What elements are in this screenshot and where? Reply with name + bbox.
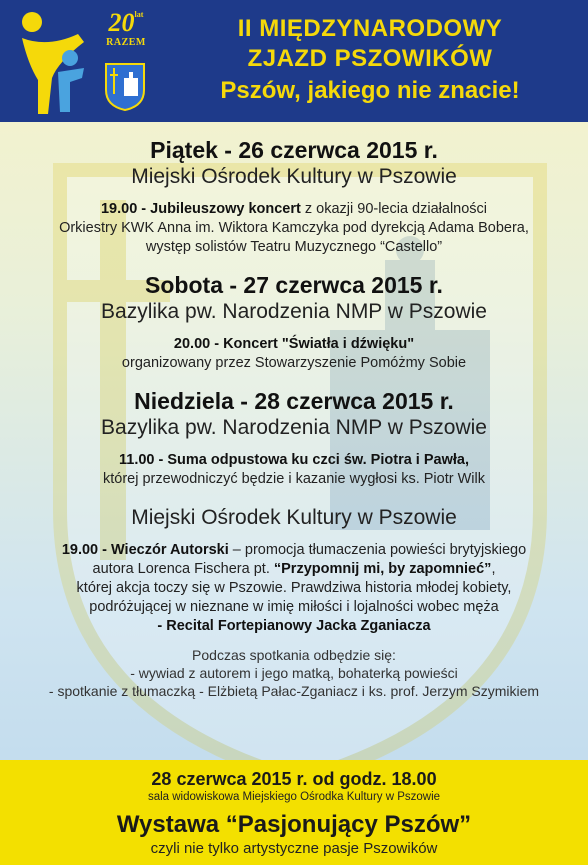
sunday-date: Niedziela - 28 czerwca 2015 r. bbox=[134, 388, 454, 414]
evening-line-3: której akcja toczy się w Pszowie. Prawdziwa historia młodej kobiety, bbox=[76, 580, 512, 596]
title-line-1: II MIĘDZYNARODOWY bbox=[237, 15, 503, 42]
sunday-event-title: 11.00 - Suma odpustowa ku czci św. Piotra i Pawła, bbox=[119, 452, 469, 468]
meeting-intro: Podczas spotkania odbędzie się: bbox=[192, 647, 396, 663]
evening-desc: – promocja tłumaczenia powieści brytyjskiego bbox=[228, 542, 527, 558]
header-title bbox=[160, 14, 580, 108]
meeting-item-2: - spotkanie z tłumaczką - Elżbietą Pałac-Zganiacz i ks. prof. Jerzym Szymikiem bbox=[48, 683, 540, 699]
evening-author: autora Lorenca Fischera pt. bbox=[92, 561, 274, 577]
friday-event-line-3: występ solistów Teatru Muzycznego “Castello” bbox=[145, 239, 443, 255]
evening-line-5 bbox=[0, 617, 588, 636]
footer-banner bbox=[0, 760, 588, 865]
evening-line-4: podróżującej w nieznane w imię miłości i lojalności wobec męża bbox=[89, 599, 499, 615]
title-line-2: ZJAZD PSZOWIKÓW bbox=[247, 45, 493, 72]
friday-date: Piątek - 26 czerwca 2015 r. bbox=[150, 137, 438, 163]
sunday-event-line-1 bbox=[0, 451, 588, 470]
header-banner bbox=[0, 0, 588, 122]
saturday-venue: Bazylika pw. Narodzenia NMP w Pszowie bbox=[101, 300, 487, 323]
evening-comma: , bbox=[491, 561, 496, 577]
exhibit-subtitle: czyli nie tylko artystyczne pasje Pszowików bbox=[150, 840, 438, 857]
evening-title: 19.00 - Wieczór Autorski bbox=[61, 542, 229, 558]
anniversary-number: 20 bbox=[108, 8, 135, 37]
sunday-venue-2: Miejski Ośrodek Kultury w Pszowie bbox=[131, 506, 457, 529]
sunday-venue: Bazylika pw. Narodzenia NMP w Pszowie bbox=[101, 416, 487, 439]
program-content bbox=[0, 122, 588, 760]
exhibit-title: Wystawa “Pasjonujący Pszów” bbox=[116, 811, 472, 838]
exhibit-date: 28 czerwca 2015 r. od godz. 18.00 bbox=[151, 769, 437, 789]
friday-event-title: 19.00 - Jubileuszowy koncert bbox=[100, 201, 301, 217]
sunday-event-line-2: której przewodniczyć będzie i kazanie wygłosi ks. Piotr Wilk bbox=[103, 471, 485, 487]
coat-of-arms-icon bbox=[104, 62, 146, 112]
saturday-event-line-1 bbox=[0, 335, 588, 354]
title-slogan: Pszów, jakiego nie znacie! bbox=[220, 77, 520, 104]
saturday-date: Sobota - 27 czerwca 2015 r. bbox=[145, 272, 443, 298]
anniversary-lat: lat bbox=[134, 10, 144, 19]
saturday-event-title: 20.00 - Koncert "Światła i dźwięku" bbox=[173, 336, 415, 352]
anniversary-badge bbox=[100, 10, 152, 48]
saturday-event-line-2: organizowany przez Stowarzyszenie Pomóżmy Sobie bbox=[121, 355, 467, 371]
recital-title: - Recital Fortepianowy Jacka Zganiacza bbox=[157, 618, 431, 634]
figures-logo-icon bbox=[18, 8, 90, 116]
friday-event-desc: z okazji 90-lecia działalności bbox=[300, 201, 488, 217]
evening-line-2 bbox=[0, 560, 588, 579]
friday-venue: Miejski Ośrodek Kultury w Pszowie bbox=[131, 165, 457, 188]
meeting-item-1: - wywiad z autorem i jego matką, bohaterką powieści bbox=[130, 665, 458, 681]
book-title: “Przypomnij mi, by zapomnieć” bbox=[273, 561, 492, 577]
friday-event-line-2: Orkiestry KWK Anna im. Wiktora Kamczyka pod dyrekcją Adama Bobera, bbox=[59, 220, 529, 236]
evening-line-1 bbox=[0, 541, 588, 560]
friday-event-line-1 bbox=[0, 200, 588, 219]
exhibit-place: sala widowiskowa Miejskiego Ośrodka Kultury w Pszowie bbox=[147, 791, 441, 803]
anniversary-razem: RAZEM bbox=[106, 37, 146, 48]
